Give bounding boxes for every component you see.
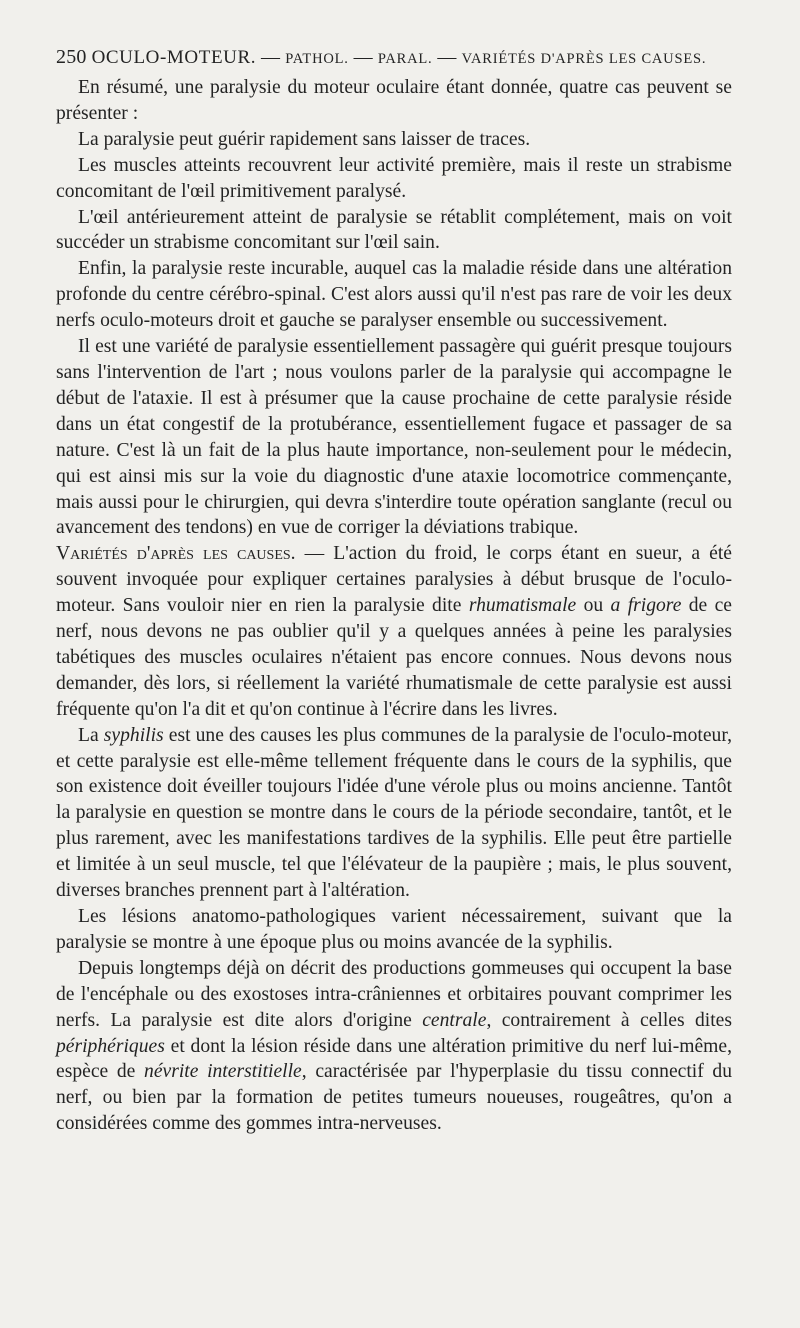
header-dash: — <box>432 47 462 68</box>
body-text <box>56 75 732 1137</box>
header-section-paral: PARAL. <box>377 51 433 67</box>
section-heading: Variétés d'après les causes. <box>56 543 296 565</box>
italic-term: périphériques <box>56 1035 165 1057</box>
paragraph-text: , caractérisée par l'hyperplasie du tissu connectif du nerf, ou bien par la formation de petites tumeurs noueuses, rougeâtres, qu'on a considérées comme des gommes intra-nerveuses. <box>56 1061 732 1135</box>
paragraph-text: de ce nerf, nous devons ne pas oublier qu'il y a quelques années à peine les paralysies tabétiques des muscles oculaires n'étaient pas encore connues. Nous devons nous demander, dès lors, si réellement la variété rhumatismale de cette paralysie est aussi fréquente qu'on l'a dit et qu'on continue à l'écrire dans les livres. <box>56 595 733 720</box>
paragraph-text: est une des causes les plus communes de la paralysie de l'oculo-moteur, et cette paralysie est elle-même tellement fréquente dans le cours de la syphilis, que son existence doit éveiller toujours l'idée d'une vérole plus ou moins ancienne. Tantôt la paralysie en question se montre dans le cours de la période secondaire, tantôt, et le plus rarement, avec les manifestations tardives de la syphilis. Elle peut être partielle et limitée à un seul muscle, tel que l'élévateur de la paupière ; mais, le plus souvent, diverses branches prennent part à l'altération. <box>56 724 732 902</box>
running-header <box>56 46 732 69</box>
header-dash: — <box>256 47 286 68</box>
paragraph: Les muscles atteints recouvrent leur activité première, mais il reste un strabisme concomitant de l'œil primitivement paralysé. <box>56 154 732 202</box>
paragraph: La paralysie peut guérir rapidement sans laisser de traces. <box>78 128 531 150</box>
italic-term: centrale <box>422 1009 487 1031</box>
page-number: 250 <box>56 46 87 68</box>
paragraph: L'œil antérieurement atteint de paralysie se rétablit complétement, mais on voit succéder un strabisme concomitant sur l'œil sain. <box>56 206 732 254</box>
paragraph: Enfin, la paralysie reste incurable, auquel cas la maladie réside dans une altération profonde du centre cérébro-spinal. C'est alors aussi qu'il n'est pas rare de voir les deux nerfs oculo-moteurs droit et gauche se paralyser ensemble ou successivement. <box>56 258 732 332</box>
paragraph-text: et dont la lésion réside dans une altération primitive du nerf lui-même, espèce de <box>56 1035 732 1083</box>
italic-term: syphilis <box>103 724 164 746</box>
paragraph: Les lésions anatomo-pathologiques varient nécessairement, suivant que la paralysie se montre à une époque plus ou moins avancée de la syphilis. <box>56 906 732 953</box>
paragraph-text: Depuis longtemps déjà on décrit des productions gommeuses qui occupent la base de l'encéphale ou des exostoses intra-crâniennes et orbitaires pouvant comprimer les nerfs. La paralysie est dite alors d'origine <box>56 957 732 1031</box>
header-title: OCULO-MOTEUR. <box>91 47 257 68</box>
paragraph: Il est une variété de paralysie essentiellement passagère qui guérit presque toujours sans l'intervention de l'art ; nous voulons parler de la paralysie qui accompagne le début de l'ataxie. Il est à présumer que la cause prochaine de cette paralysie réside dans un état congestif de la protubérance, essentiellement fugace et passager de sa nature. C'est là un fait de la plus haute importance, non-seulement pour le médecin, qui est ainsi mis sur la voie du diagnostic d'une ataxie locomotrice commençante, mais aussi pour le chirurgien, qui devra s'interdire toute opération sanglante (recul ou avancement des tendons) en vue de corriger la déviations trabique. <box>56 336 732 539</box>
italic-term: rhumatismale <box>468 595 577 617</box>
paragraph <box>56 956 732 1137</box>
paragraph <box>56 723 732 904</box>
header-section-causes: VARIÉTÉS D'APRÈS LES CAUSES. <box>461 51 707 67</box>
paragraph-text: ou <box>576 595 611 617</box>
paragraph-text: — L'action du froid, le corps étant en sueur, a été souvent invoquée pour expliquer certaines paralysies à début brusque de l'oculo-moteur. Sans vouloir nier en rien la paralysie dite <box>56 543 732 617</box>
italic-term: a frigore <box>610 595 682 617</box>
header-section-pathol: PATHOL. <box>285 51 349 67</box>
paragraph-text: , contrairement à celles dites <box>486 1009 732 1031</box>
section-paragraph <box>56 541 732 722</box>
paragraph-text: La <box>78 724 104 746</box>
header-dash: — <box>348 47 378 68</box>
paragraph: En résumé, une paralysie du moteur oculaire étant donnée, quatre cas peuvent se présenter : <box>56 77 732 124</box>
italic-term: névrite interstitielle <box>144 1061 302 1083</box>
